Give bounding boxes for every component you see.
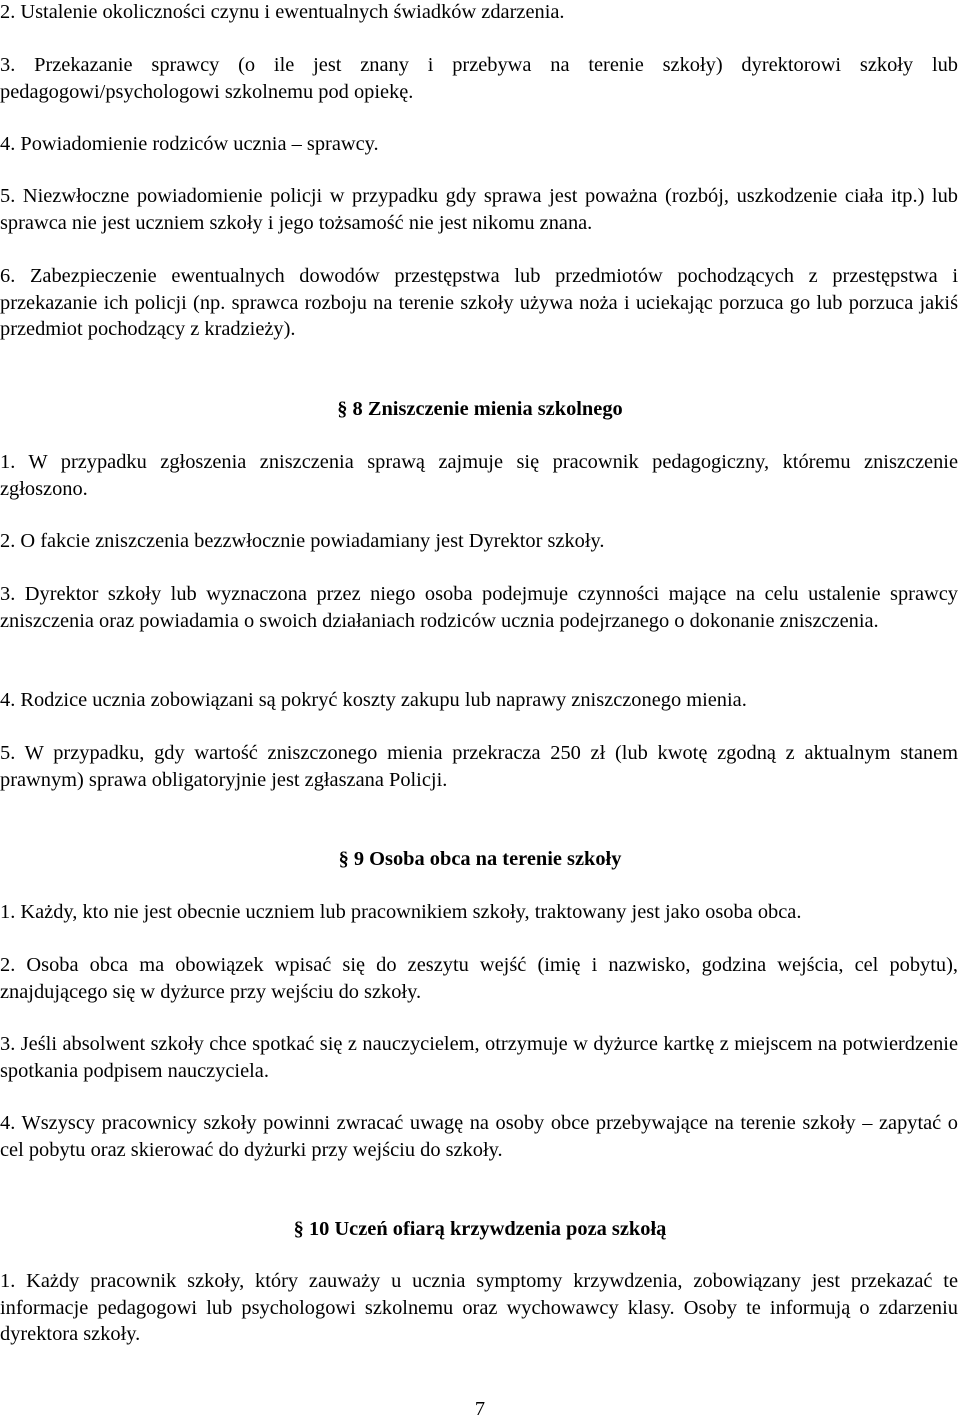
s7-item-3: 3. Przekazanie sprawcy (o ile jest znany i przebywa na terenie szkoły) dyrektorowi szkoły lub pedagogowi/psychologowi szkolnemu pod opiekę. [0, 54, 958, 103]
s7-item-6: 6. Zabezpieczenie ewentualnych dowodów przestępstwa lub przedmiotów pochodzących z przestępstwa i przekazanie ich policji (np. sprawca rozboju na terenie szkoły używa noża i uciekając porzuca go lub porzuca jakiś przedmiot pochodzący z kradzieży). [0, 265, 958, 341]
s9-item-1: 1. Każdy, kto nie jest obecnie uczniem lub pracownikiem szkoły, traktowany jest jako osoba obca. [0, 901, 802, 923]
s8-item-1: 1. W przypadku zgłoszenia zniszczenia sprawą zajmuje się pracownik pedagogiczny, któremu zniszczenie zgłoszono. [0, 451, 958, 500]
s7-item-4: 4. Powiadomienie rodziców ucznia – sprawcy. [0, 133, 379, 155]
s9-item-4: 4. Wszyscy pracownicy szkoły powinni zwracać uwagę na osoby obce przebywające na terenie szkoły – zapytać o cel pobytu oraz skierować do dyżurki przy wejściu do szkoły. [0, 1112, 958, 1161]
s8-item-4: 4. Rodzice ucznia zobowiązani są pokryć koszty zakupu lub naprawy zniszczonego mienia. [0, 689, 747, 711]
section-8-heading: § 8 Zniszczenie mienia szkolnego [337, 398, 623, 420]
section-10-heading: § 10 Uczeń ofiarą krzywdzenia poza szkołą [293, 1218, 667, 1240]
s9-item-3: 3. Jeśli absolwent szkoły chce spotkać się z nauczycielem, otrzymuje w dyżurce kartkę z miejscem na potwierdzenie spotkania podpisem nauczyciela. [0, 1033, 958, 1082]
s7-item-2: 2. Ustalenie okoliczności czynu i ewentualnych świadków zdarzenia. [0, 1, 565, 23]
s9-item-2: 2. Osoba obca ma obowiązek wpisać się do zeszytu wejść (imię i nazwisko, godzina wejścia, cel pobytu), znajdującego się w dyżurce przy wejściu do szkoły. [0, 954, 958, 1003]
section-9-heading: § 9 Osoba obca na terenie szkoły [338, 848, 622, 870]
s7-item-5: 5. Niezwłoczne powiadomienie policji w przypadku gdy sprawa jest poważna (rozbój, uszkodzenie ciała itp.) lub sprawca nie jest uczniem szkoły i jego tożsamość nie jest nikomu znana. [0, 185, 958, 234]
s8-item-2: 2. O fakcie zniszczenia bezzwłocznie powiadamiany jest Dyrektor szkoły. [0, 530, 605, 552]
s8-item-3: 3. Dyrektor szkoły lub wyznaczona przez niego osoba podejmuje czynności mające na celu ustalenie sprawcy zniszczenia oraz powiadamia o swoich działaniach rodziców ucznia podejrzanego o dokonanie zniszczenia. [0, 583, 958, 632]
s8-item-5: 5. W przypadku, gdy wartość zniszczonego mienia przekracza 250 zł (lub kwotę zgodną z aktualnym stanem prawnym) sprawa obligatoryjnie jest zgłaszana Policji. [0, 742, 958, 791]
s10-item-1: 1. Każdy pracownik szkoły, który zauważy u ucznia symptomy krzywdzenia, zobowiązany jest przekazać te informacje pedagogowi lub psychologowi szkolnemu oraz wychowawcy klasy. Osoby te informują o zdarzeniu dyrektora szkoły. [0, 1270, 958, 1346]
page-number: 7 [474, 1398, 486, 1420]
